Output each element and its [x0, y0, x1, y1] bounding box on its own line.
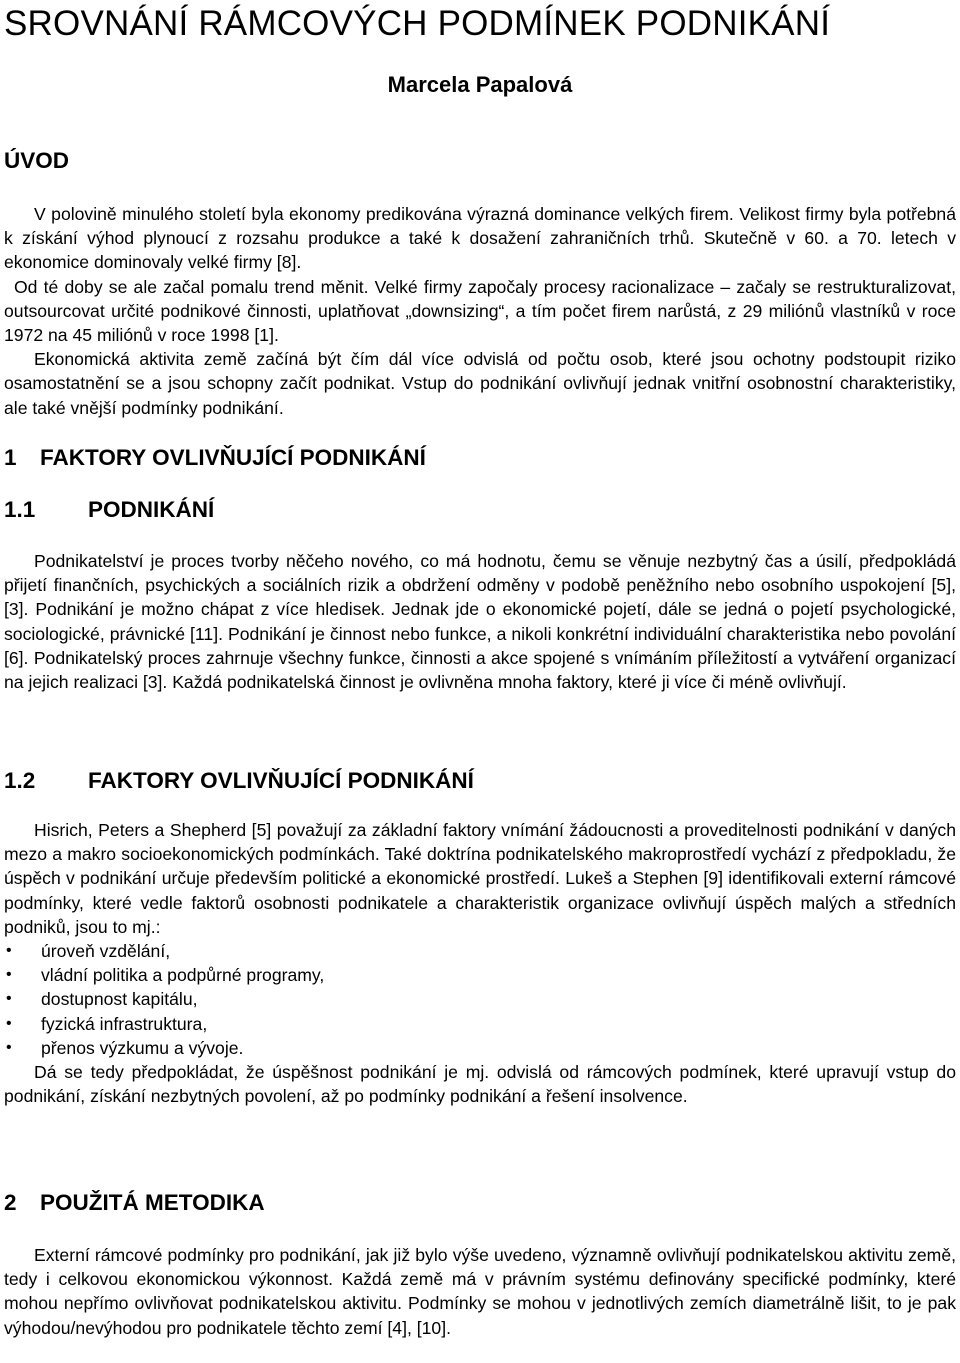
list-item: • fyzická infrastruktura, [4, 1012, 956, 1036]
list-item: • vládní politika a podpůrné programy, [4, 963, 956, 987]
section-1-heading [4, 445, 426, 471]
intro-paragraph-2: Od té doby se ale začal pomalu trend měnit. Velké firmy započaly procesy racionalizace – začaly se restrukturalizovat, outsourcovat určité podnikové činnosti, uplatňovat „downsizing“, a tím počet firem narůstá, z 29 miliónů vlastníků v roce 1972 na 45 miliónů v roce 1998 [1]. [4, 276, 956, 346]
list-item: • dostupnost kapitálu, [4, 987, 956, 1011]
section-1-title: FAKTORY OVLIVŇUJÍCÍ PODNIKÁNÍ [40, 445, 426, 470]
bullet-icon: • [6, 990, 12, 1008]
section-2-heading [4, 1190, 265, 1216]
intro-paragraph-1: V polovině minulého století byla ekonomy predikována výrazná dominance velkých firem. Velikost firmy byla potřebná k získání výhod plynoucí z rozsahu produkce a také k dosažení zahraničních trhů. Skutečně v 60. a 70. letech v ekonomice dominovaly velké firmy [8]. [4, 204, 956, 273]
section-1-1-heading [4, 497, 214, 523]
bullet-icon: • [6, 966, 12, 984]
section-1-number: 1 [4, 445, 17, 470]
section-1-1-paragraph: Podnikatelství je proces tvorby něčeho nového, co má hodnotu, čemu se věnuje nezbytný čas a úsilí, předpokládá přijetí finančních, psychických a sociálních rizik a obdržení odměny v podobě peněžního nebo osobního uspokojení [5], [3]. Podnikání je možno chápat z více hledisek. Jednak jde o ekonomické pojetí, dále se jedná o pojetí psychologické, sociologické, právnické [11]. Podnikání je činnost nebo funkce, a nikoli konkrétní individuální charakteristika nebo povolání [6]. Podnikatelský proces zahrnuje všechny funkce, činnosti a akce spojené s vnímáním příležitostí a vytváření organizací na jejich realizaci [3]. Každá podnikatelská činnost je ovlivněna mnoha faktory, které ji více či méně ovlivňují. [4, 551, 956, 693]
list-item: • úroveň vzdělání, [4, 939, 956, 963]
section-1-1-title: PODNIKÁNÍ [88, 497, 215, 522]
bullet-icon: • [6, 942, 12, 960]
list-item: • přenos výzkumu a vývoje. [4, 1036, 956, 1060]
section-2-number: 2 [4, 1190, 17, 1215]
section-2-paragraph: Externí rámcové podmínky pro podnikání, jak již bylo výše uvedeno, významně ovlivňují podnikatelskou aktivitu země, tedy i celkovou ekonomickou výkonnost. Každá země má v právním systému definovány specifické podmínky, které mohou nepřímo ovlivňovat podnikatelskou aktivitu. Podmínky se mohou v jednotlivých zemích diametrálně lišit, to je pak výhodou/nevýhodou pro podnikatele těchto zemí [4], [10]. [4, 1245, 956, 1338]
intro-heading: ÚVOD [4, 148, 70, 173]
section-1-1-body [4, 549, 956, 694]
section-1-2-paragraph-1: Hisrich, Peters a Shepherd [5] považují za základní faktory vnímání žádoucnosti a proveditelnosti podnikání v daných mezo a makro socioekonomických podmínkách. Také doktrína podnikatelského makroprostředí vychází z předpokladu, že úspěch v podnikání určuje především politické a ekonomické prostředí. Lukeš a Stephen [9] identifikovali externí rámcové podmínky, které vedle faktorů osobnosti podnikatele a charakteristik organizace ovlivňují úspěch malých a středních podniků, jsou to mj.: [4, 820, 956, 937]
section-2-body [4, 1243, 956, 1340]
section-1-1-number: 1.1 [4, 497, 36, 522]
section-1-2-title: FAKTORY OVLIVŇUJÍCÍ PODNIKÁNÍ [88, 768, 474, 793]
author-name: Marcela Papalová [387, 72, 573, 97]
bullet-icon: • [6, 1014, 12, 1032]
bullet-icon: • [6, 1038, 12, 1056]
section-1-2-paragraph-2: Dá se tedy předpokládat, že úspěšnost podnikání je mj. odvislá od rámcových podmínek, které upravují vstup do podnikání, získání nezbytných povolení, až po podmínky podnikání a řešení insolvence. [4, 1062, 956, 1107]
section-1-2-heading [4, 768, 474, 794]
intro-paragraph-3: Ekonomická aktivita země začíná být čím dál více odvislá od počtu osob, které jsou ochotny podstoupit riziko osamostatnění se a jsou schopny začít podnikat. Vstup do podnikání ovlivňují jednak vnitřní osobnostní charakteristiky, ale také vnější podmínky podnikání. [4, 349, 956, 418]
section-1-2-body [4, 818, 956, 1108]
section-2-title: POUŽITÁ METODIKA [40, 1190, 265, 1215]
section-1-2-number: 1.2 [4, 768, 36, 793]
paper-title: SROVNÁNÍ RÁMCOVÝCH PODMÍNEK PODNIKÁNÍ [4, 4, 831, 43]
factor-list [4, 939, 956, 1060]
intro-section [4, 202, 956, 420]
